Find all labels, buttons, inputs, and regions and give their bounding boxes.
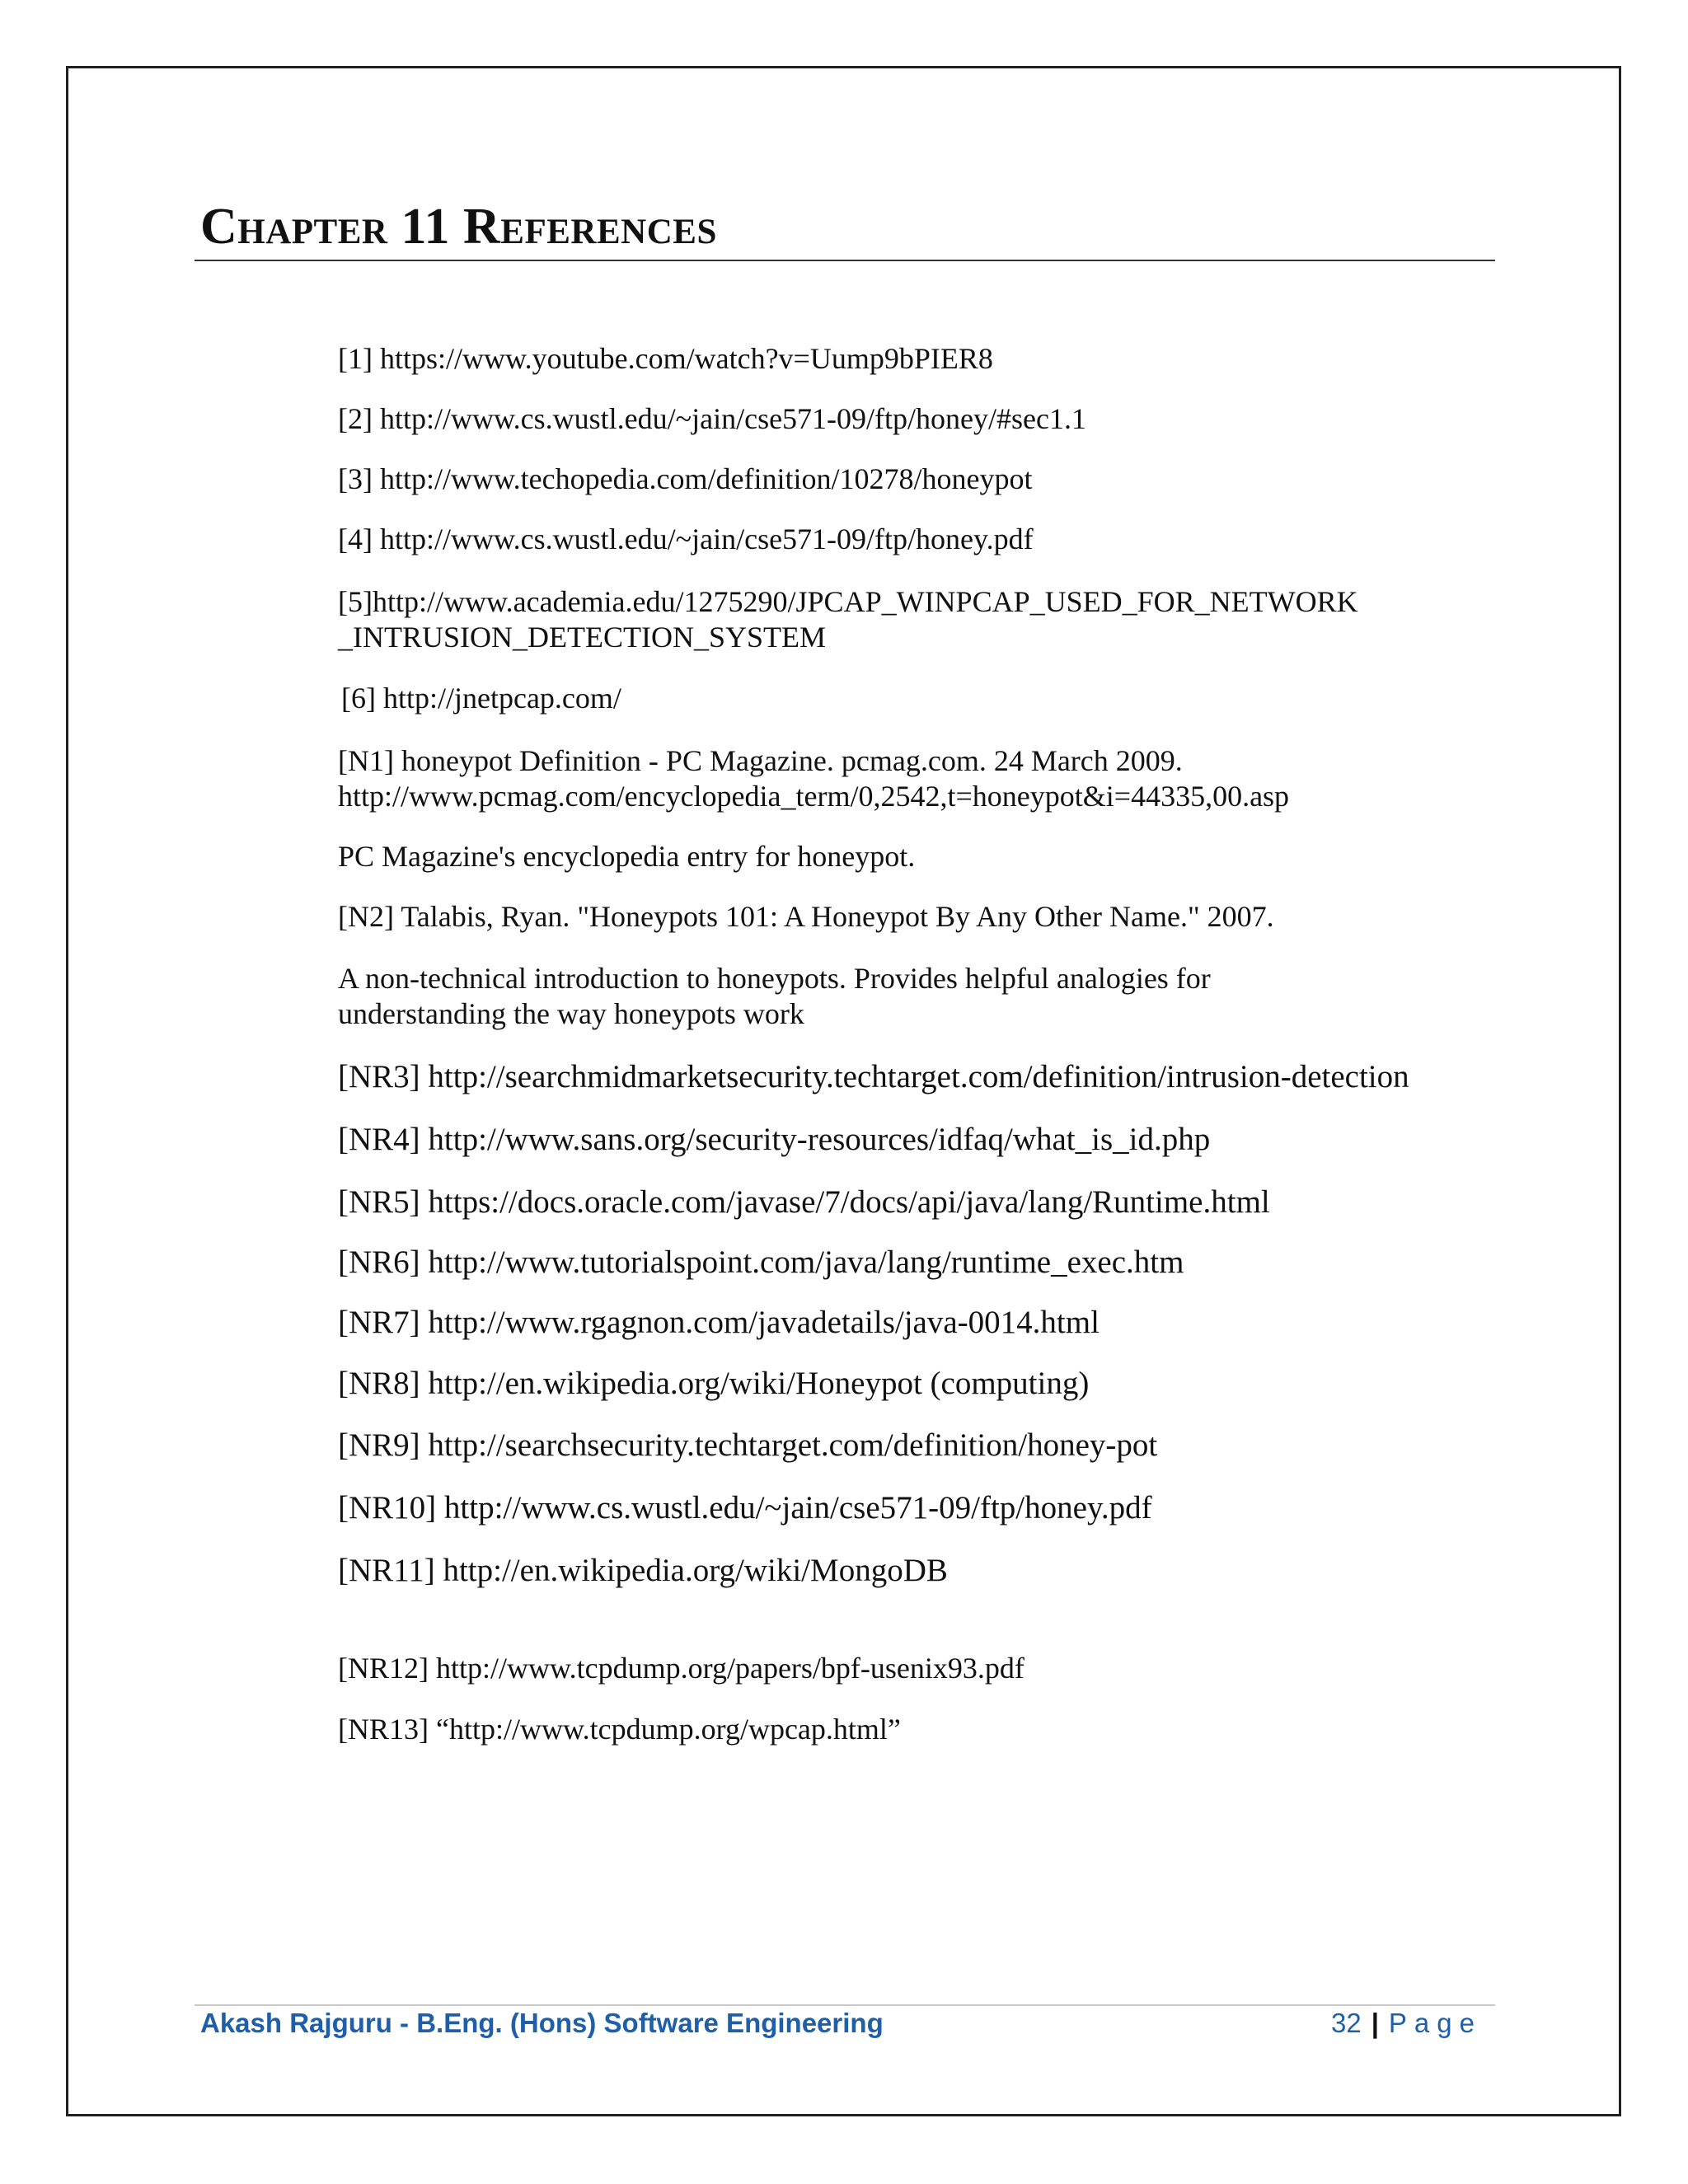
footer-page-indicator	[1331, 2008, 1482, 2039]
page-label: Page	[1388, 2008, 1482, 2038]
reference-4[interactable]: [4] http://www.cs.wustl.edu/~jain/cse571-09/ftp/honey.pdf	[338, 523, 1034, 555]
page-separator: |	[1371, 2008, 1379, 2038]
reference-n2-note-line-1: A non-technical introduction to honeypots. Provides helpful analogies for	[338, 962, 1211, 995]
page-number: 32	[1330, 2008, 1362, 2038]
reference-2[interactable]: [2] http://www.cs.wustl.edu/~jain/cse571-09/ftp/honey/#sec1.1	[338, 402, 1086, 435]
footer-author: Akash Rajguru - B.Eng. (Hons) Software Engineering	[200, 2008, 884, 2038]
reference-n2: [N2] Talabis, Ryan. "Honeypots 101: A Honeypot By Any Other Name." 2007.	[338, 900, 1274, 933]
reference-nr10[interactable]: [NR10] http://www.cs.wustl.edu/~jain/cse571-09/ftp/honey.pdf	[338, 1490, 1152, 1526]
reference-5-line-1[interactable]: [5]http://www.academia.edu/1275290/JPCAP_WINPCAP_USED_FOR_NETWORK	[338, 585, 1358, 618]
reference-nr3[interactable]: [NR3] http://searchmidmarketsecurity.techtarget.com/definition/intrusion-detection	[338, 1059, 1409, 1094]
reference-n1-note: PC Magazine's encyclopedia entry for honeypot.	[338, 840, 916, 873]
chapter-title: Chapter 11 References	[200, 199, 717, 255]
reference-5-line-2[interactable]: _INTRUSION_DETECTION_SYSTEM	[338, 621, 826, 654]
footer-divider	[195, 2004, 1495, 2006]
reference-nr8[interactable]: [NR8] http://en.wikipedia.org/wiki/Honeypot (computing)	[338, 1366, 1090, 1401]
reference-nr7[interactable]: [NR7] http://www.rgagnon.com/javadetails/java-0014.html	[338, 1305, 1100, 1340]
reference-nr5[interactable]: [NR5] https://docs.oracle.com/javase/7/docs/api/java/lang/Runtime.html	[338, 1184, 1270, 1220]
reference-nr13[interactable]: [NR13] “http://www.tcpdump.org/wpcap.html”	[338, 1713, 901, 1746]
reference-3[interactable]: [3] http://www.techopedia.com/definition/10278/honeypot	[338, 462, 1033, 495]
reference-nr6[interactable]: [NR6] http://www.tutorialspoint.com/java/lang/runtime_exec.htm	[338, 1244, 1184, 1280]
reference-n1-line-2[interactable]: http://www.pcmag.com/encyclopedia_term/0,2542,t=honeypot&i=44335,00.asp	[338, 780, 1290, 813]
reference-nr9[interactable]: [NR9] http://searchsecurity.techtarget.com/definition/honey-pot	[338, 1427, 1158, 1463]
reference-nr12[interactable]: [NR12] http://www.tcpdump.org/papers/bpf-usenix93.pdf	[338, 1652, 1025, 1685]
reference-nr11[interactable]: [NR11] http://en.wikipedia.org/wiki/MongoDB	[338, 1553, 948, 1588]
title-divider	[195, 260, 1495, 261]
reference-nr4[interactable]: [NR4] http://www.sans.org/security-resources/idfaq/what_is_id.php	[338, 1122, 1211, 1157]
reference-6[interactable]: [6] http://jnetpcap.com/	[341, 682, 621, 715]
reference-1[interactable]: [1] https://www.youtube.com/watch?v=Uump9bPIER8	[338, 342, 993, 375]
reference-n1-line-1: [N1] honeypot Definition - PC Magazine. pcmag.com. 24 March 2009.	[338, 744, 1183, 777]
reference-n2-note-line-2: understanding the way honeypots work	[338, 997, 804, 1030]
